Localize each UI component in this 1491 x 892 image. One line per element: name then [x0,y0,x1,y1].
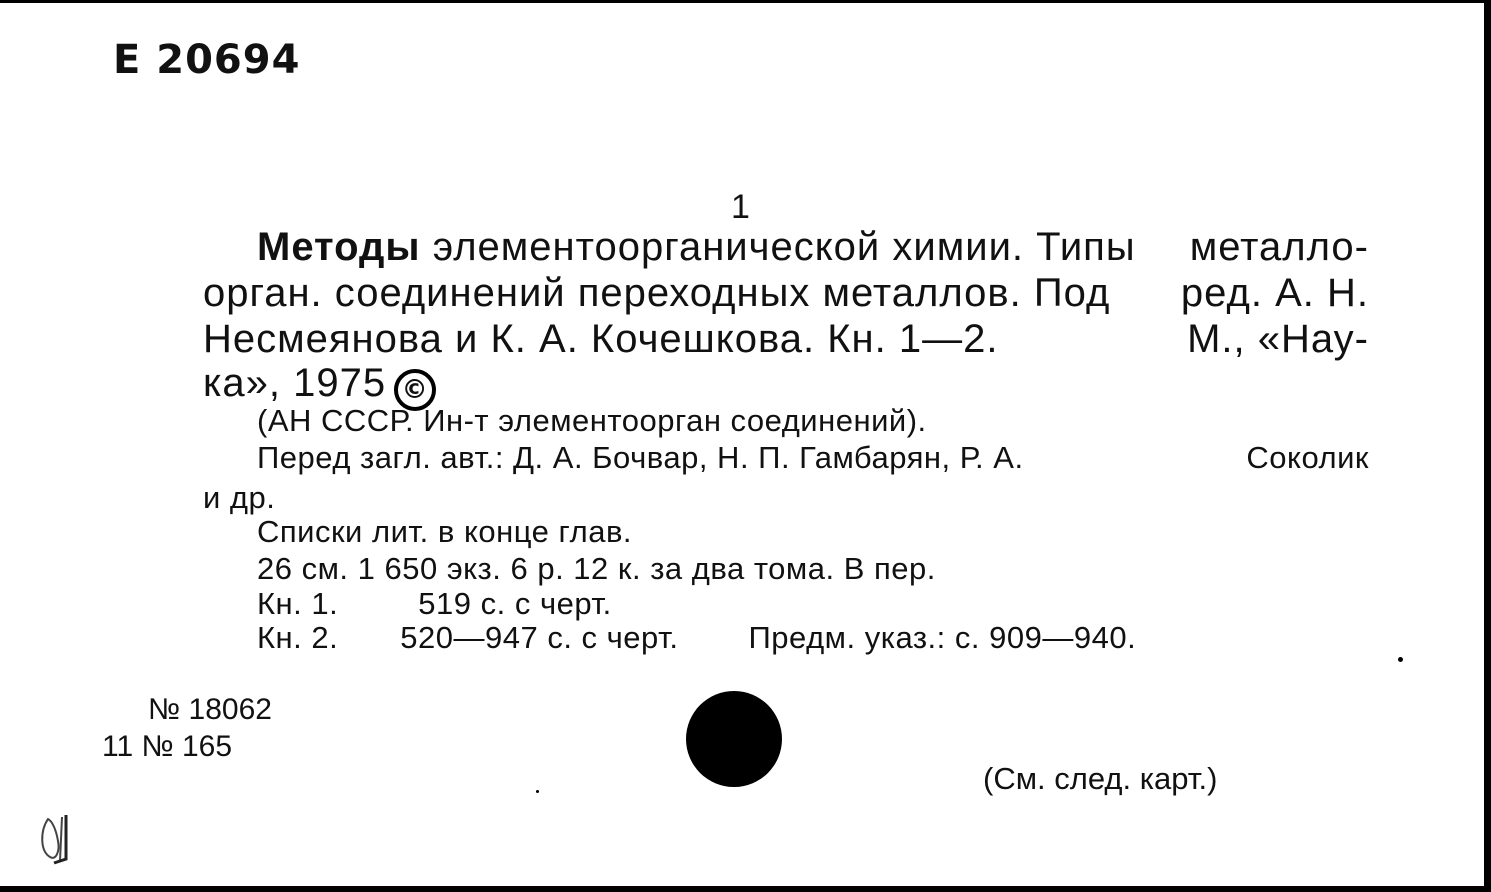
book-2-line [257,620,1136,656]
authors-note-text: Перед загл. авт.: Д. А. Бочвар, Н. П. Гамбарян, Р. А. [257,440,1024,475]
ink-speck [1398,657,1403,662]
authors-note-continued: и др. [203,480,276,515]
volume-number: 1 [731,188,750,226]
title-line-2-end: ред. А. Н. [1180,271,1369,315]
book-1-line [257,586,612,622]
handwritten-mark-icon [36,811,86,876]
title-line-1 [257,223,1369,271]
title-line-3-text: Несмеянова и К. А. Кочешкова. Кн. 1—2. [203,317,999,361]
title-line-3-end: М., «Нау- [1187,317,1369,361]
title-line-2 [203,269,1369,317]
book-1-pages: 519 с. с черт. [418,586,612,621]
title-line-2-text: орган. соединений переходных металлов. Под [203,271,1111,315]
ink-speck-2 [536,790,539,793]
copyright-icon: © [394,369,436,411]
call-number: Е 20694 [113,37,301,83]
book-1-label: Кн. 1. [257,586,339,621]
title-bold-word: Методы [257,225,421,269]
book-2-index: Предм. указ.: с. 909—940. [748,620,1137,655]
book-2-label: Кн. 2. [257,620,339,655]
title-line-1-text: элементоорганической химии. Типы [432,225,1136,269]
registry-number-2: 11 № 165 [102,730,233,763]
title-line-1-end: металло- [1189,225,1369,269]
book-2-pages: 520—947 с. с черт. [400,620,679,655]
imprint-year: ка», 1975 [203,361,387,405]
physical-description: 26 см. 1 650 экз. 6 р. 12 к. за два тома. В пер. [257,551,936,586]
punch-hole [686,691,782,787]
registry-number: № 18062 [148,693,272,726]
authors-note-end: Соколик [1246,440,1369,475]
bibliography-note: Списки лит. в конце глав. [257,514,633,549]
see-next-card-note: (См. след. карт.) [983,761,1218,796]
series-note: (АН СССР. Ин-т элементоорган соединений). [257,403,927,438]
authors-note [257,440,1369,476]
title-line-3 [203,315,1369,363]
